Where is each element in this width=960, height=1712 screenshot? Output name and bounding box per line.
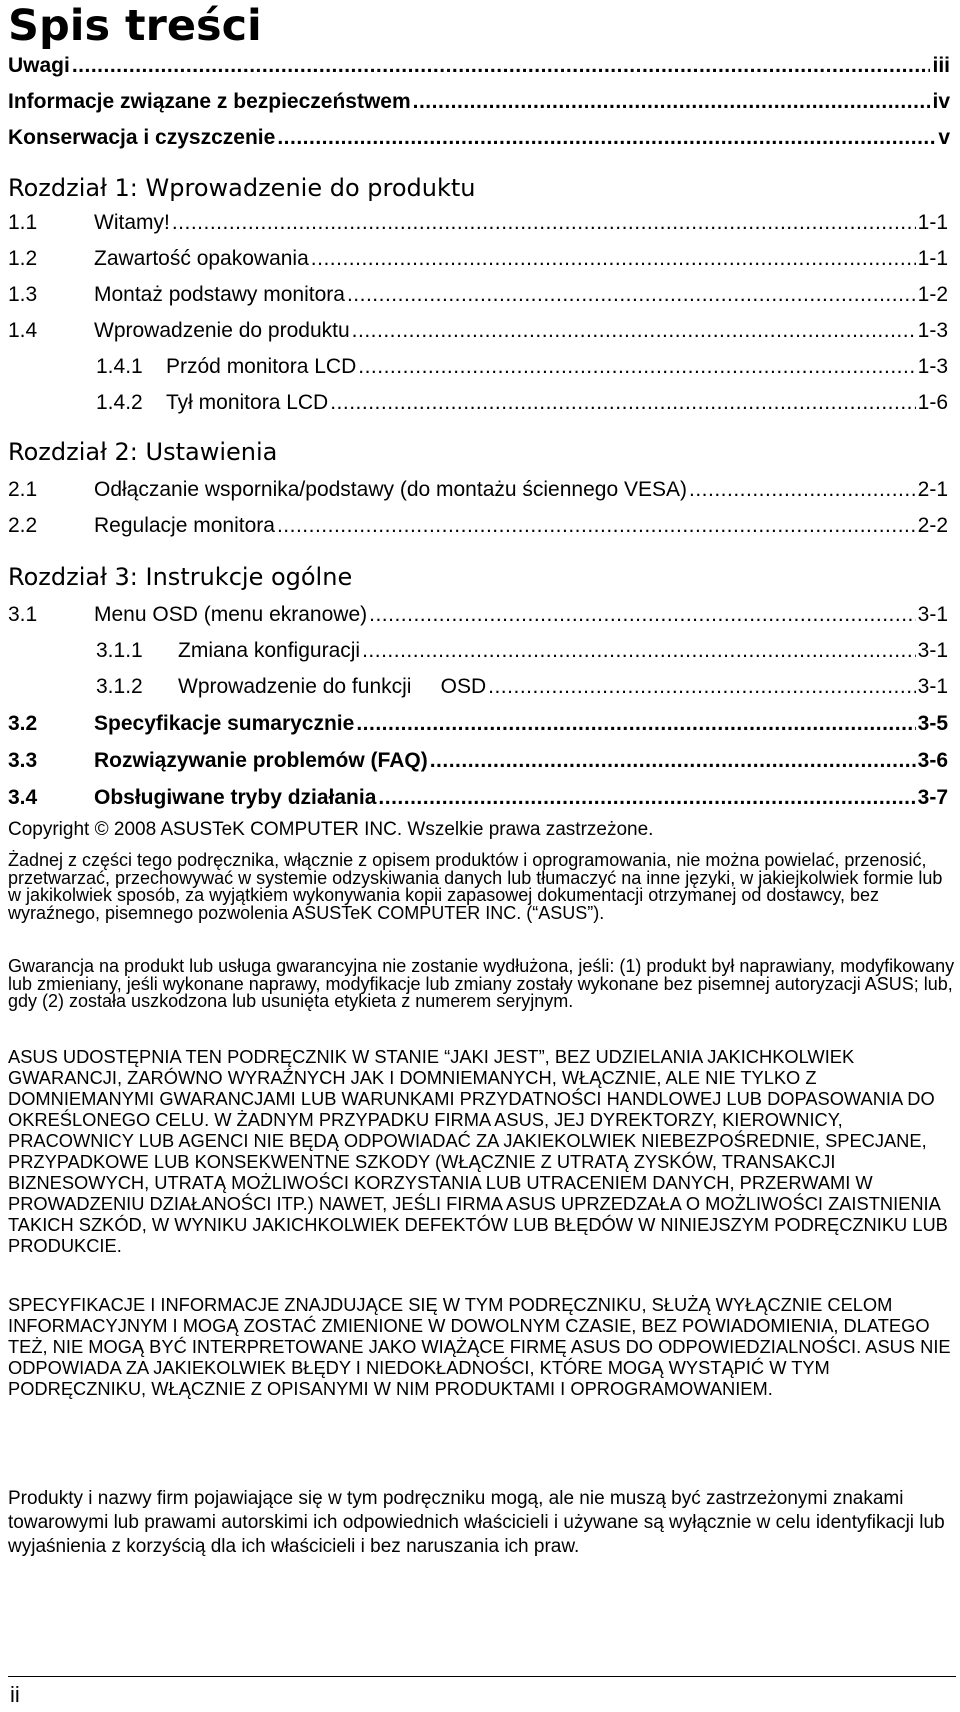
toc-entry-2-1[interactable]: [8, 472, 948, 502]
toc-page-number: v: [938, 126, 950, 149]
toc-entry-label: Tył monitora LCD: [166, 391, 329, 414]
toc-section-number: 3.4: [8, 786, 38, 809]
toc-entry-1-3[interactable]: [8, 277, 948, 307]
toc-entry-uwagi[interactable]: [8, 48, 950, 78]
legal-paragraph-trademarks: Produkty i nazwy firm pojawiające się w tym podręczniku mogą, ale nie muszą być zastrzeżonymi znakami towarowymi lub prawami autorskimi ich odpowiednich właścicieli i używane są wyłącznie w celu identyfikacji lub wyjaśnienia z korzyścią dla ich właścicieli i bez naruszania ich praw.: [8, 1488, 945, 1557]
page-title: Spis treści: [8, 1, 262, 51]
toc-leader-dots: [488, 675, 916, 699]
toc-entry-label: Przód monitora LCD: [166, 355, 357, 378]
page-number: ii: [10, 1682, 20, 1707]
legal-paragraph-specifications: SPECYFIKACJE I INFORMACJE ZNAJDUJĄCE SIĘ W TYM PODRĘCZNIKU, SŁUŻĄ WYŁĄCZNIE CELOM INFORMACYJNYM I MOGĄ ZOSTAĆ ZMIENIONE W DOWOLNYM CZASIE, BEZ POWIADOMIENIA, DLATEGO TEŻ, NIE MOGĄ BYĆ INTERPRETOWANE JAKO WIĄŻĄCE FIRMĘ ASUS DO ODPOWIEDZIALNOŚCI. ASUS NIE ODPOWIADA ZA JAKIEKOLWIEK BŁĘDY I NIEDOKŁADNOŚCI, KTÓRE MOGĄ WYSTĄPIĆ W TYM PODRĘCZNIKU, WŁĄCZNIE Z OPISANYMI W NIM PRODUKTAMI I OPROGRAMOWANIEM.: [8, 1294, 951, 1399]
legal-paragraph-warranty: Gwarancja na produkt lub usługa gwarancyjna nie zostanie wydłużona, jeśli: (1) produkt był naprawiany, modyfikowany lub zmieniany, jeśli wykonane naprawy, modyfikacje lub zmiany zostały wykonane bez pisemnej autoryzacji ASUS; lub, gdy (2) została uszkodzona lub usunięta etykieta z numerem seryjnym.: [8, 956, 955, 1011]
toc-leader-dots: [378, 786, 915, 810]
toc-entry-1-2[interactable]: [8, 241, 948, 271]
toc-section-number: 3.2: [8, 712, 38, 735]
toc-entry-label: Montaż podstawy monitora: [94, 283, 345, 306]
toc-chapter-2[interactable]: Rozdział 2: Ustawienia: [8, 438, 278, 466]
toc-entry-3-3[interactable]: [8, 743, 948, 773]
toc-entry-label: Obsługiwane tryby działania: [94, 786, 377, 809]
toc-page-number: 3-1: [917, 639, 948, 662]
footer-divider: [8, 1676, 956, 1677]
toc-entry-label: Wprowadzenie do funkcji OSD: [178, 675, 487, 698]
toc-entry-informacje[interactable]: [8, 84, 950, 114]
toc-leader-dots: [413, 90, 931, 114]
toc-page-number: 3-5: [917, 712, 948, 735]
toc-entry-3-1-1[interactable]: [96, 633, 948, 663]
legal-paragraph-reproduction: Żadnej z części tego podręcznika, włącznie z opisem produktów i oprogramowania, nie można powielać, przenosić, przetwarzać, przechowywać w systemie odzyskiwania danych lub tłumaczyć na inne języki, w jakiejkolwiek formie lub w jakikolwiek sposób, za wyjątkiem wykonywania kopii zapasowej dokumentacji otrzymanej od dostawcy, bez wyraźnego, pisemnego pozwolenia ASUSTeK COMPUTER INC. (“ASUS”).: [8, 850, 943, 923]
toc-leader-dots: [277, 126, 936, 150]
toc-leader-dots: [362, 639, 916, 663]
toc-section-number: 3.3: [8, 749, 38, 772]
toc-leader-dots: [358, 355, 915, 379]
toc-section-number: 1.2: [8, 247, 38, 270]
toc-page-number: 3-6: [917, 749, 948, 772]
toc-section-number: 1.1: [8, 211, 38, 234]
toc-section-number: 3.1.2: [96, 675, 143, 698]
toc-entry-3-1[interactable]: [8, 597, 948, 627]
toc-page-number: 1-3: [917, 319, 948, 342]
toc-page-number: iv: [932, 90, 950, 113]
toc-entry-1-4[interactable]: [8, 313, 948, 343]
toc-chapter-1[interactable]: Rozdział 1: Wprowadzenie do produktu: [8, 174, 476, 202]
toc-page-number: 1-6: [917, 391, 948, 414]
toc-section-number: 1.3: [8, 283, 38, 306]
toc-leader-dots: [430, 749, 916, 773]
legal-paragraph-disclaimer: ASUS UDOSTĘPNIA TEN PODRĘCZNIK W STANIE “JAKI JEST”, BEZ UDZIELANIA JAKICHKOLWIEK GWARANCJI, ZARÓWNO WYRAŹNYCH JAK I DOMNIEMANYCH, WŁĄCZNIE, ALE NIE TYLKO Z DOMNIEMANYMI GWARANCJAMI LUB WARUNKAMI PRZYDATNOŚCI HANDLOWEJ LUB DOPASOWANIA DO OKREŚLONEGO CELU. W ŻADNYM PRZYPADKU FIRMA ASUS, JEJ DYREKTORZY, KIEROWNICY, PRACOWNICY LUB AGENCI NIE BĘDĄ ODPOWIADAĆ ZA JAKIEKOLWIEK NIEBEZPOŚREDNIE, SPECJANE, PRZYPADKOWE LUB KONSEKWENTNE SZKODY (WŁĄCZNIE Z UTRATĄ ZYSKÓW, TRANSAKCJI BIZNESOWYCH, UTRATĄ MOŻLIWOŚCI KORZYSTANIA LUB UTRACENIEM DANYCH, PRZERWAMI W PROWADZENIU DZIAŁANOŚCI ITP.) NAWET, JEŚLI FIRMA ASUS UPRZEDZAŁA O MOŻLIWOŚCI ZAISTNIENIA TAKICH SZKÓD, W WYNIKU JAKICHKOLWIEK DEFEKTÓW LUB BŁĘDÓW W NINIEJSZYM PODRĘCZNIKU LUB PRODUKCIE.: [8, 1046, 948, 1256]
toc-leader-dots: [72, 54, 931, 78]
toc-leader-dots: [369, 603, 916, 627]
toc-entry-label: Odłączanie wspornika/podstawy (do montażu ściennego VESA): [94, 478, 687, 501]
toc-page-number: 3-1: [917, 675, 948, 698]
toc-leader-dots: [352, 319, 916, 343]
toc-page-number: 3-7: [917, 786, 948, 809]
toc-entry-label: Zmiana konfiguracji: [178, 639, 361, 662]
toc-page-number: 1-1: [917, 211, 948, 234]
toc-page-number: 3-1: [917, 603, 948, 626]
toc-section-number: 1.4.1: [96, 355, 143, 378]
toc-entry-1-1[interactable]: [8, 205, 948, 235]
toc-section-number: 3.1.1: [96, 639, 143, 662]
toc-section-number: 3.1: [8, 603, 38, 626]
toc-leader-dots: [277, 514, 916, 538]
toc-entry-label: Rozwiązywanie problemów (FAQ): [94, 749, 428, 772]
toc-entry-label: Specyfikacje sumarycznie: [94, 712, 355, 735]
toc-entry-label: Menu OSD (menu ekranowe): [94, 603, 368, 626]
toc-section-number: 2.1: [8, 478, 38, 501]
toc-entry-label: Wprowadzenie do produktu: [94, 319, 350, 342]
toc-page-number: iii: [932, 54, 950, 77]
toc-entry-label: Witamy!: [94, 211, 170, 234]
toc-leader-dots: [356, 712, 915, 736]
copyright-notice: Copyright © 2008 ASUSTeK COMPUTER INC. Wszelkie prawa zastrzeżone.: [8, 819, 654, 840]
toc-leader-dots: [330, 391, 915, 415]
toc-leader-dots: [347, 283, 916, 307]
toc-leader-dots: [172, 211, 916, 235]
toc-leader-dots: [689, 478, 916, 502]
toc-entry-label: Zawartość opakowania: [94, 247, 309, 270]
toc-entry-1-4-2[interactable]: [96, 385, 948, 415]
toc-entry-3-2[interactable]: [8, 706, 948, 736]
toc-entry-2-2[interactable]: [8, 508, 948, 538]
toc-page-number: 1-2: [917, 283, 948, 306]
toc-entry-label: Konserwacja i czyszczenie: [8, 126, 276, 149]
toc-entry-1-4-1[interactable]: [96, 349, 948, 379]
toc-entry-label: Regulacje monitora: [94, 514, 275, 537]
toc-page-number: 1-1: [917, 247, 948, 270]
toc-entry-label: Informacje związane z bezpieczeństwem: [8, 90, 411, 113]
toc-section-number: 1.4.2: [96, 391, 143, 414]
toc-page-number: 2-1: [917, 478, 948, 501]
toc-page-number: 2-2: [917, 514, 948, 537]
toc-entry-3-1-2[interactable]: [96, 669, 948, 699]
toc-entry-konserwacja[interactable]: [8, 120, 950, 150]
toc-entry-label: Uwagi: [8, 54, 70, 77]
toc-section-number: 1.4: [8, 319, 38, 342]
toc-chapter-3[interactable]: Rozdział 3: Instrukcje ogólne: [8, 563, 353, 591]
toc-leader-dots: [311, 247, 916, 271]
toc-entry-3-4[interactable]: [8, 780, 948, 810]
toc-page-number: 1-3: [917, 355, 948, 378]
toc-section-number: 2.2: [8, 514, 38, 537]
